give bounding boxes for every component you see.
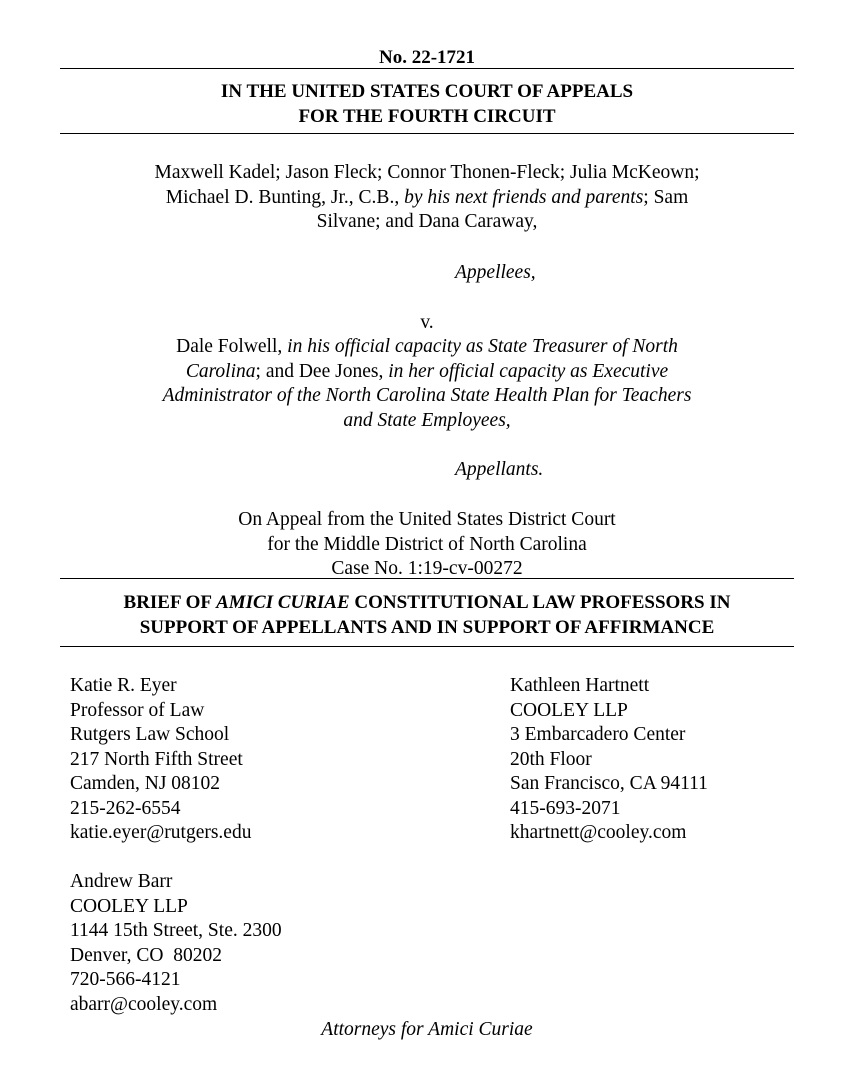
counsel-street: 217 North Fifth Street [70,748,243,770]
brief-title-amici: AMICI CURIAE [216,592,350,613]
counsel-email: khartnett@cooley.com [510,822,687,843]
appeal-info [60,508,794,582]
versus: v. [420,312,434,333]
divider-court [60,133,794,134]
counsel-phone: 215-262-6554 [70,797,181,819]
counsel-org: Rutgers Law School [70,724,230,745]
appellees-role: Appellees, [455,262,536,283]
counsel-title: Professor of Law [70,699,205,721]
counsel-email: katie.eyer@rutgers.edu [70,822,252,843]
counsel-street: 3 Embarcadero Center [510,724,686,745]
appellant-capacity-2: in her official capacity as Executive [388,360,669,382]
appellees-capacity: by his next friends and parents [404,186,644,208]
appellants-block [60,335,794,433]
appeal-line-1: On Appeal from the United States District Court [238,509,616,530]
case-number: No. 22-1721 [378,47,476,68]
brief-title-line-2: SUPPORT OF APPELLANTS AND IN SUPPORT OF AFFIRMANCE [139,616,715,638]
counsel-city: Denver, CO 80202 [70,944,222,966]
counsel-barr [70,870,282,1017]
counsel-email: abarr@cooley.com [70,993,218,1015]
appellants-line-3: Administrator of the North Carolina State Health Plan for Teachers [162,385,692,406]
appellant-state: Carolina [185,360,256,382]
appellant-name-2: ; and Dee Jones, [255,360,389,382]
court-name [60,80,794,129]
appellees-block [60,161,794,235]
counsel-eyer [70,674,251,846]
appellees-continued: ; Sam [643,186,689,208]
counsel-floor: 20th Floor [510,748,592,770]
brief-title-rest: CONSTITUTIONAL LAW PROFESSORS IN [349,592,731,613]
court-line-1: IN THE UNITED STATES COURT OF APPEALS [220,81,634,102]
appellees-name: Michael D. Bunting, Jr., C.B., [165,186,405,208]
counsel-name: Andrew Barr [70,871,173,892]
appellees-line-1: Maxwell Kadel; Jason Fleck; Connor Thonen-Fleck; Julia McKeown; [154,162,700,183]
court-line-2: FOR THE FOURTH CIRCUIT [298,105,556,127]
counsel-phone: 720-566-4121 [70,969,181,990]
counsel-street: 1144 15th Street, Ste. 2300 [70,920,282,941]
divider-top [60,68,794,69]
appellants-line-1 [60,335,794,360]
appeal-case-number: Case No. 1:19-cv-00272 [331,558,523,579]
counsel-org: COOLEY LLP [70,895,188,917]
appellants-line-2 [60,360,794,385]
appellant-name: Dale Folwell, [176,336,288,357]
appellants-role: Appellants. [455,459,544,480]
counsel-hartnett [510,674,708,846]
brief-title [60,591,794,640]
counsel-name: Kathleen Hartnett [510,675,650,696]
appellees-line-2 [60,186,794,211]
counsel-phone: 415-693-2071 [510,797,621,819]
divider-brief-top [60,578,794,579]
appellants-line-4: and State Employees, [343,409,511,431]
counsel-org: COOLEY LLP [510,699,628,721]
divider-brief-bottom [60,646,794,647]
appellees-line-3: Silvane; and Dana Caraway, [316,211,538,232]
brief-title-prefix: BRIEF OF [123,592,217,613]
brief-title-line-1 [60,591,794,616]
counsel-name: Katie R. Eyer [70,675,177,696]
appeal-line-2: for the Middle District of North Carolina [267,533,587,555]
counsel-city: San Francisco, CA 94111 [510,773,708,794]
attorneys-for: Attorneys for Amici Curiae [321,1019,533,1040]
appellant-capacity: in his official capacity as State Treasurer of North [287,336,678,357]
counsel-city: Camden, NJ 08102 [70,773,221,794]
